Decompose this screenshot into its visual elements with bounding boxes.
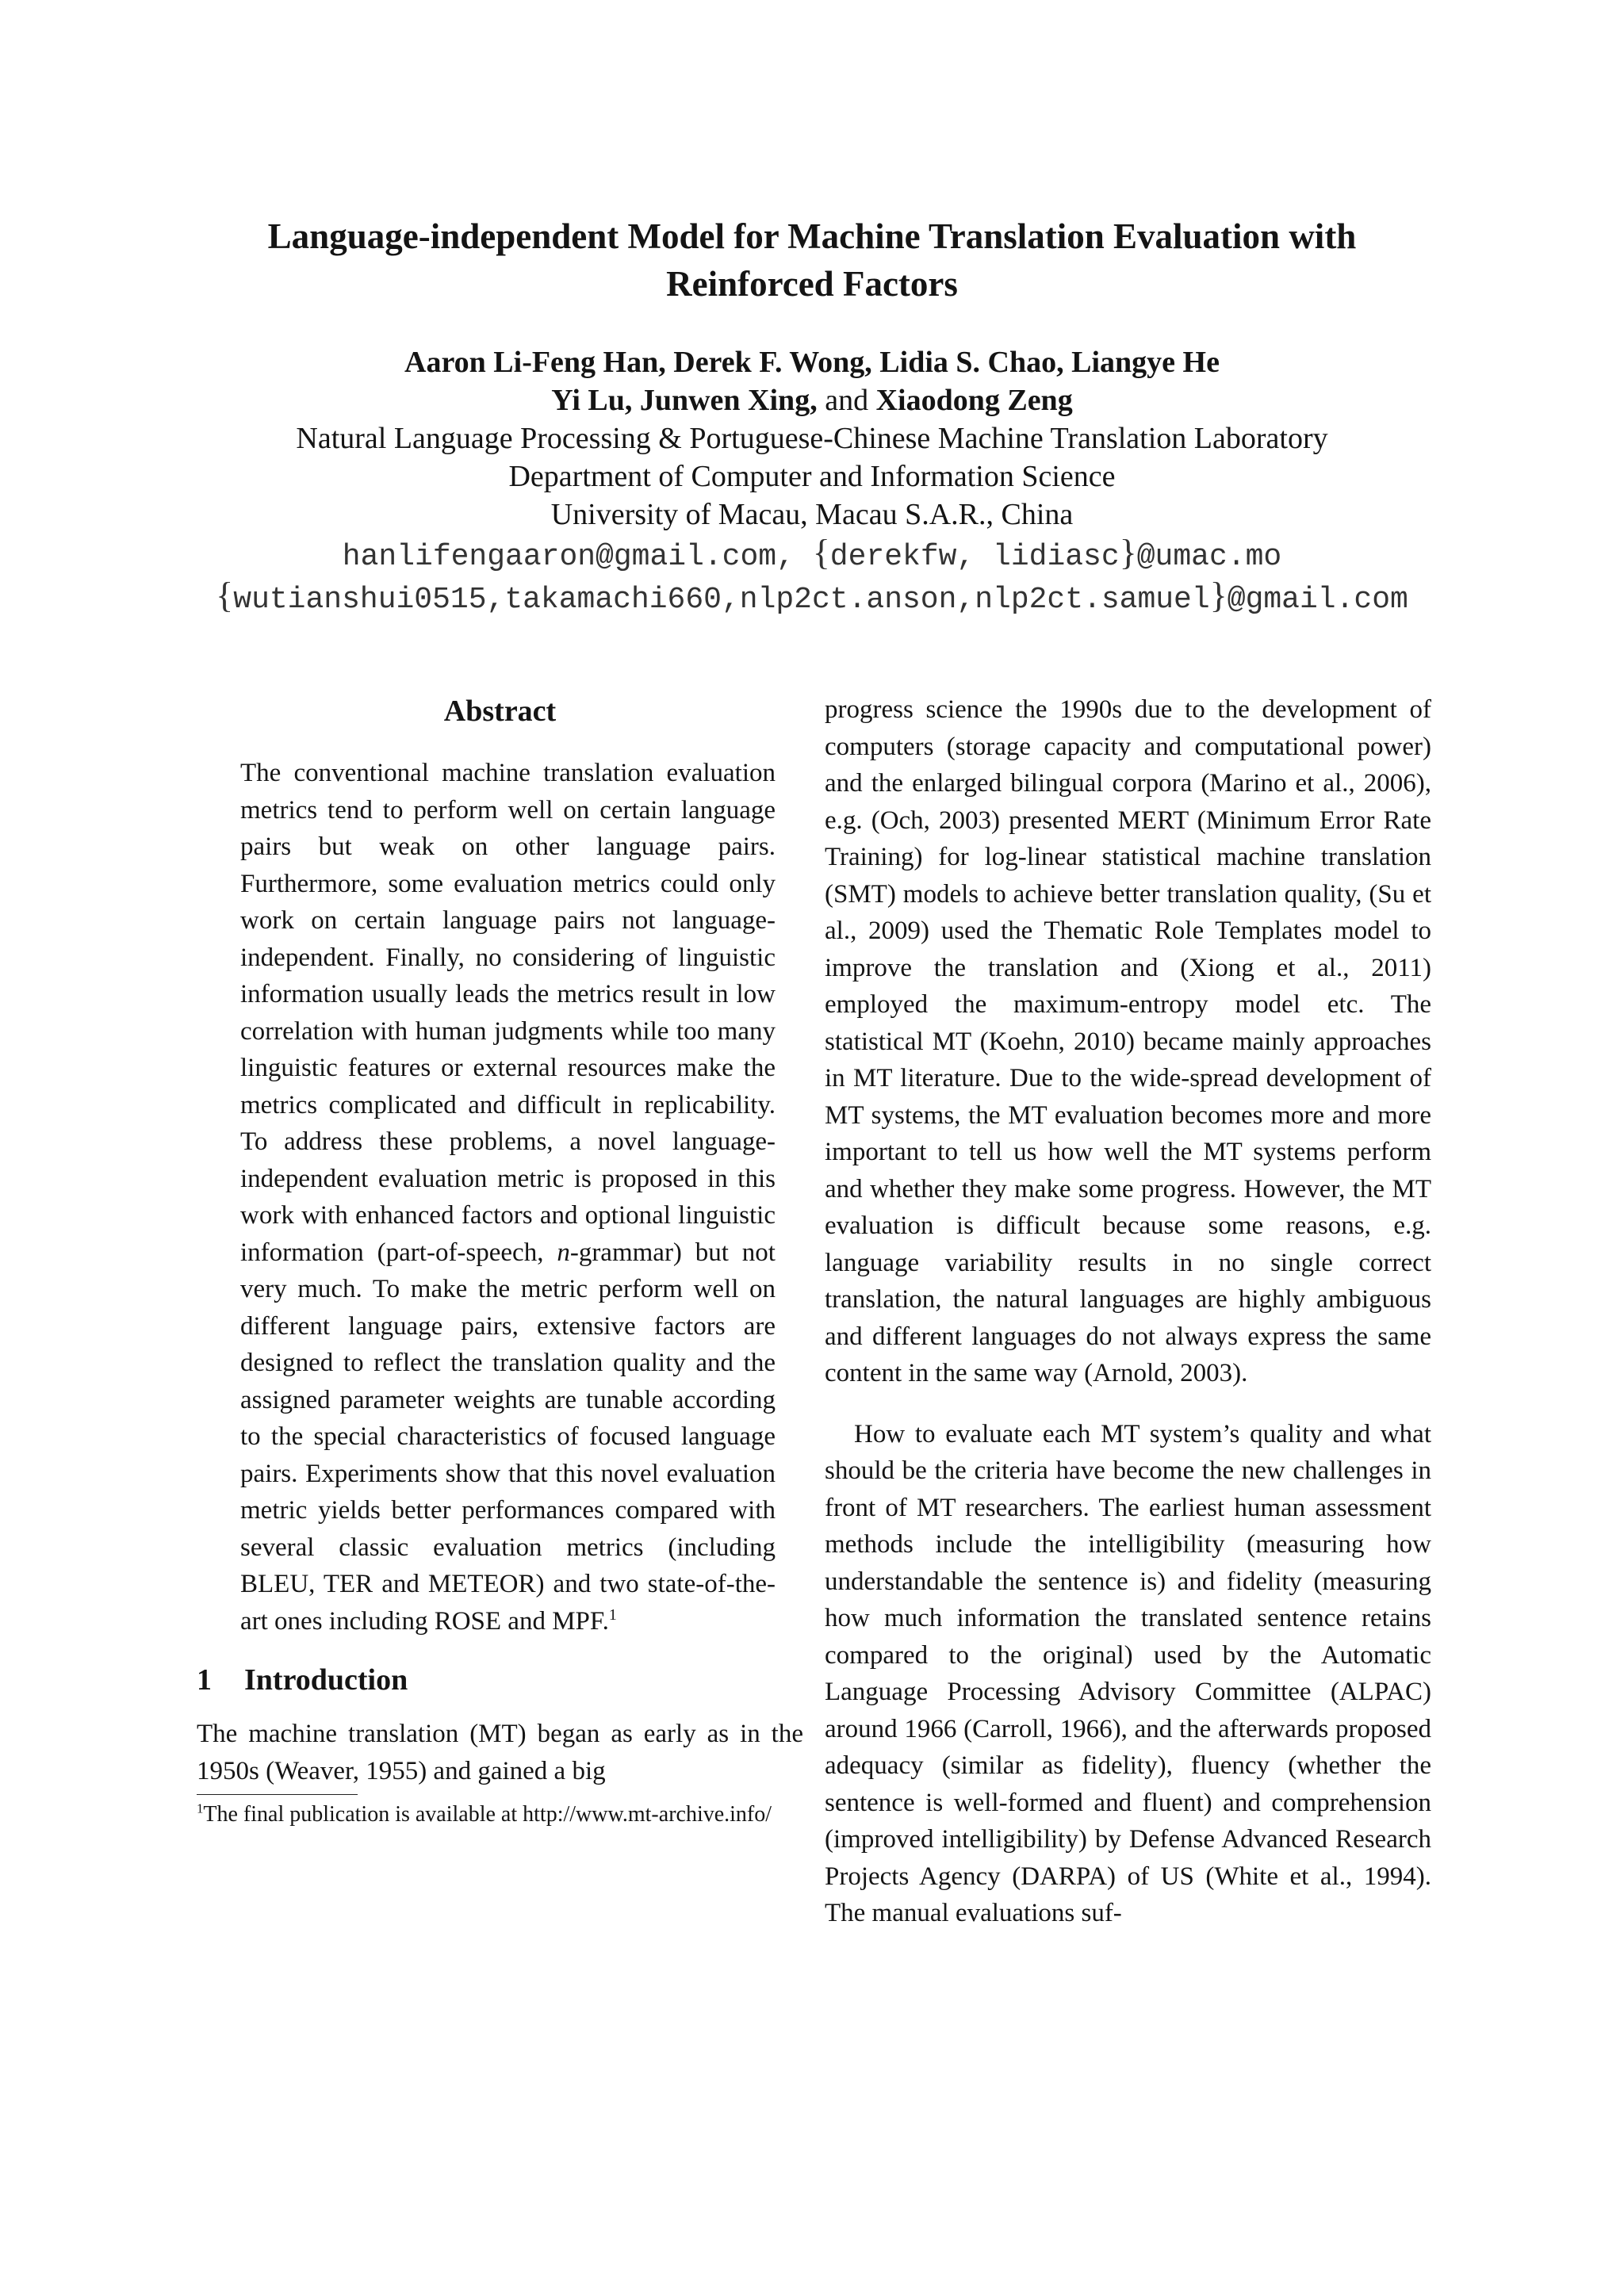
affiliation-line-1: Natural Language Processing & Portuguese-Chinese Machine Translation Laboratory: [296, 422, 1328, 455]
email-1c: @umac.mo: [1136, 540, 1282, 574]
affiliation-line-2: Department of Computer and Information Science: [508, 460, 1116, 493]
email-line-1: [79, 534, 1545, 576]
abstract-text-a: The conventional machine translation evaluation metrics tend to perform well on certain language pairs but weak on other language pairs. Furthermore, some evaluation metrics could only work on certain language pairs not language-independent. Finally, no considering of linguistic information usually leads the metrics result in low correlation with human judgments while too many linguistic features or external resources make the metrics complicated and difficult in replicability. To address these problems, a novel language-independent evaluation metric is proposed in this work with enhanced factors and optional linguistic information (part-of-speech,: [240, 759, 776, 1267]
right-column: [825, 691, 1431, 1932]
section-heading-introduction: [197, 1662, 803, 1698]
abstract-n: n: [557, 1238, 570, 1267]
section-title: Introduction: [244, 1663, 408, 1697]
title-line-2: Reinforced Factors: [666, 264, 958, 304]
email-2b: @gmail.com: [1227, 583, 1408, 617]
abstract-text-b: -grammar) but not very much. To make the metric perform well on different language pairs, extensive factors are designed to reflect the translation quality and the assigned parameter weights are tunable according to the special characteristics of focused language pairs. Experiments show that this novel evaluation metric yields better performances compared with several classic evaluation metrics (including BLEU, TER and METEOR) and two state-of-the-art ones including ROSE and MPF.: [240, 1238, 776, 1636]
intro-paragraph-right-1: progress science the 1990s due to the development of computers (storage capacity and computational power) and the enlarged bilingual corpora (Marino et al., 2006), e.g. (Och, 2003) presented MERT (Minimum Error Rate Training) for log-linear statistical machine translation (SMT) models to achieve better translation quality, (Su et al., 2009) used the Thematic Role Templates model to improve the translation and (Xiong et al., 2011) employed the maximum-entropy model etc. The statistical MT (Koehn, 2010) became mainly approaches in MT literature. Due to the wide-spread development of MT systems, the MT evaluation becomes more and more important to tell us how well the MT systems perform and whether they make some progress. However, the MT evaluation is difficult because some reasons, e.g. language variability results in no single correct translation, the natural languages are highly ambiguous and different languages do not always express the same content in the same way (Arnold, 2003).: [825, 695, 1431, 1387]
author-line-2: [79, 381, 1545, 419]
author-names-a: Yi Lu, Junwen Xing,: [551, 384, 818, 417]
brace-open: {: [812, 532, 830, 572]
author-and: and: [825, 384, 869, 417]
email-1a: hanlifengaaron@gmail.com,: [342, 540, 813, 574]
section-number: 1: [197, 1663, 212, 1697]
intro-paragraph-left: The machine translation (MT) began as early as in the 1950s (Weaver, 1955) and gained a big: [197, 1720, 803, 1785]
left-column: [197, 691, 803, 1828]
author-block: [79, 343, 1545, 619]
footnote-marker: 1: [608, 1605, 617, 1624]
email-1b: derekfw, lidiasc: [829, 540, 1120, 574]
affiliation-line-3: University of Macau, Macau S.A.R., China: [550, 498, 1074, 531]
title-line-1: Language-independent Model for Machine Translation Evaluation with: [267, 216, 1357, 256]
intro-paragraph-right-2: How to evaluate each MT system’s quality and what should be the criteria have become the new challenges in front of MT researchers. The earliest human assessment methods include the intelligibility (measuring how understandable the sentence is) and fidelity (measuring how much information the translated sentence retains compared to the original) used by the Automatic Language Processing Advisory Committee (ALPAC) around 1966 (Carroll, 1966), and the afterwards proposed adequacy (similar as fidelity), fluency (whether the sentence is well-formed and fluent) and comprehension (improved intelligibility) by Defense Advanced Research Projects Agency (DARPA) of US (White et al., 1994). The manual evaluations suf-: [825, 1419, 1431, 1927]
abstract-heading: Abstract: [443, 695, 557, 728]
brace-open: {: [216, 575, 234, 615]
author-line-1: Aaron Li-Feng Han, Derek F. Wong, Lidia S. Chao, Liangye He: [404, 346, 1220, 379]
footnote-text: The final publication is available at http://www.mt-archive.info/: [203, 1802, 772, 1827]
paper-title: [143, 212, 1481, 308]
footnote-number: 1: [197, 1800, 204, 1816]
footnote-rule: [197, 1794, 358, 1795]
abstract-text: [197, 755, 803, 1640]
brace-close: }: [1119, 532, 1137, 572]
email-2a: wutianshui0515,takamachi660,nlp2ct.anson,nlp2ct.samuel: [233, 583, 1210, 617]
footnote: [197, 1801, 803, 1828]
brace-close: }: [1209, 575, 1228, 615]
author-names-b: Xiaodong Zeng: [875, 384, 1073, 417]
email-line-2: [79, 576, 1545, 619]
